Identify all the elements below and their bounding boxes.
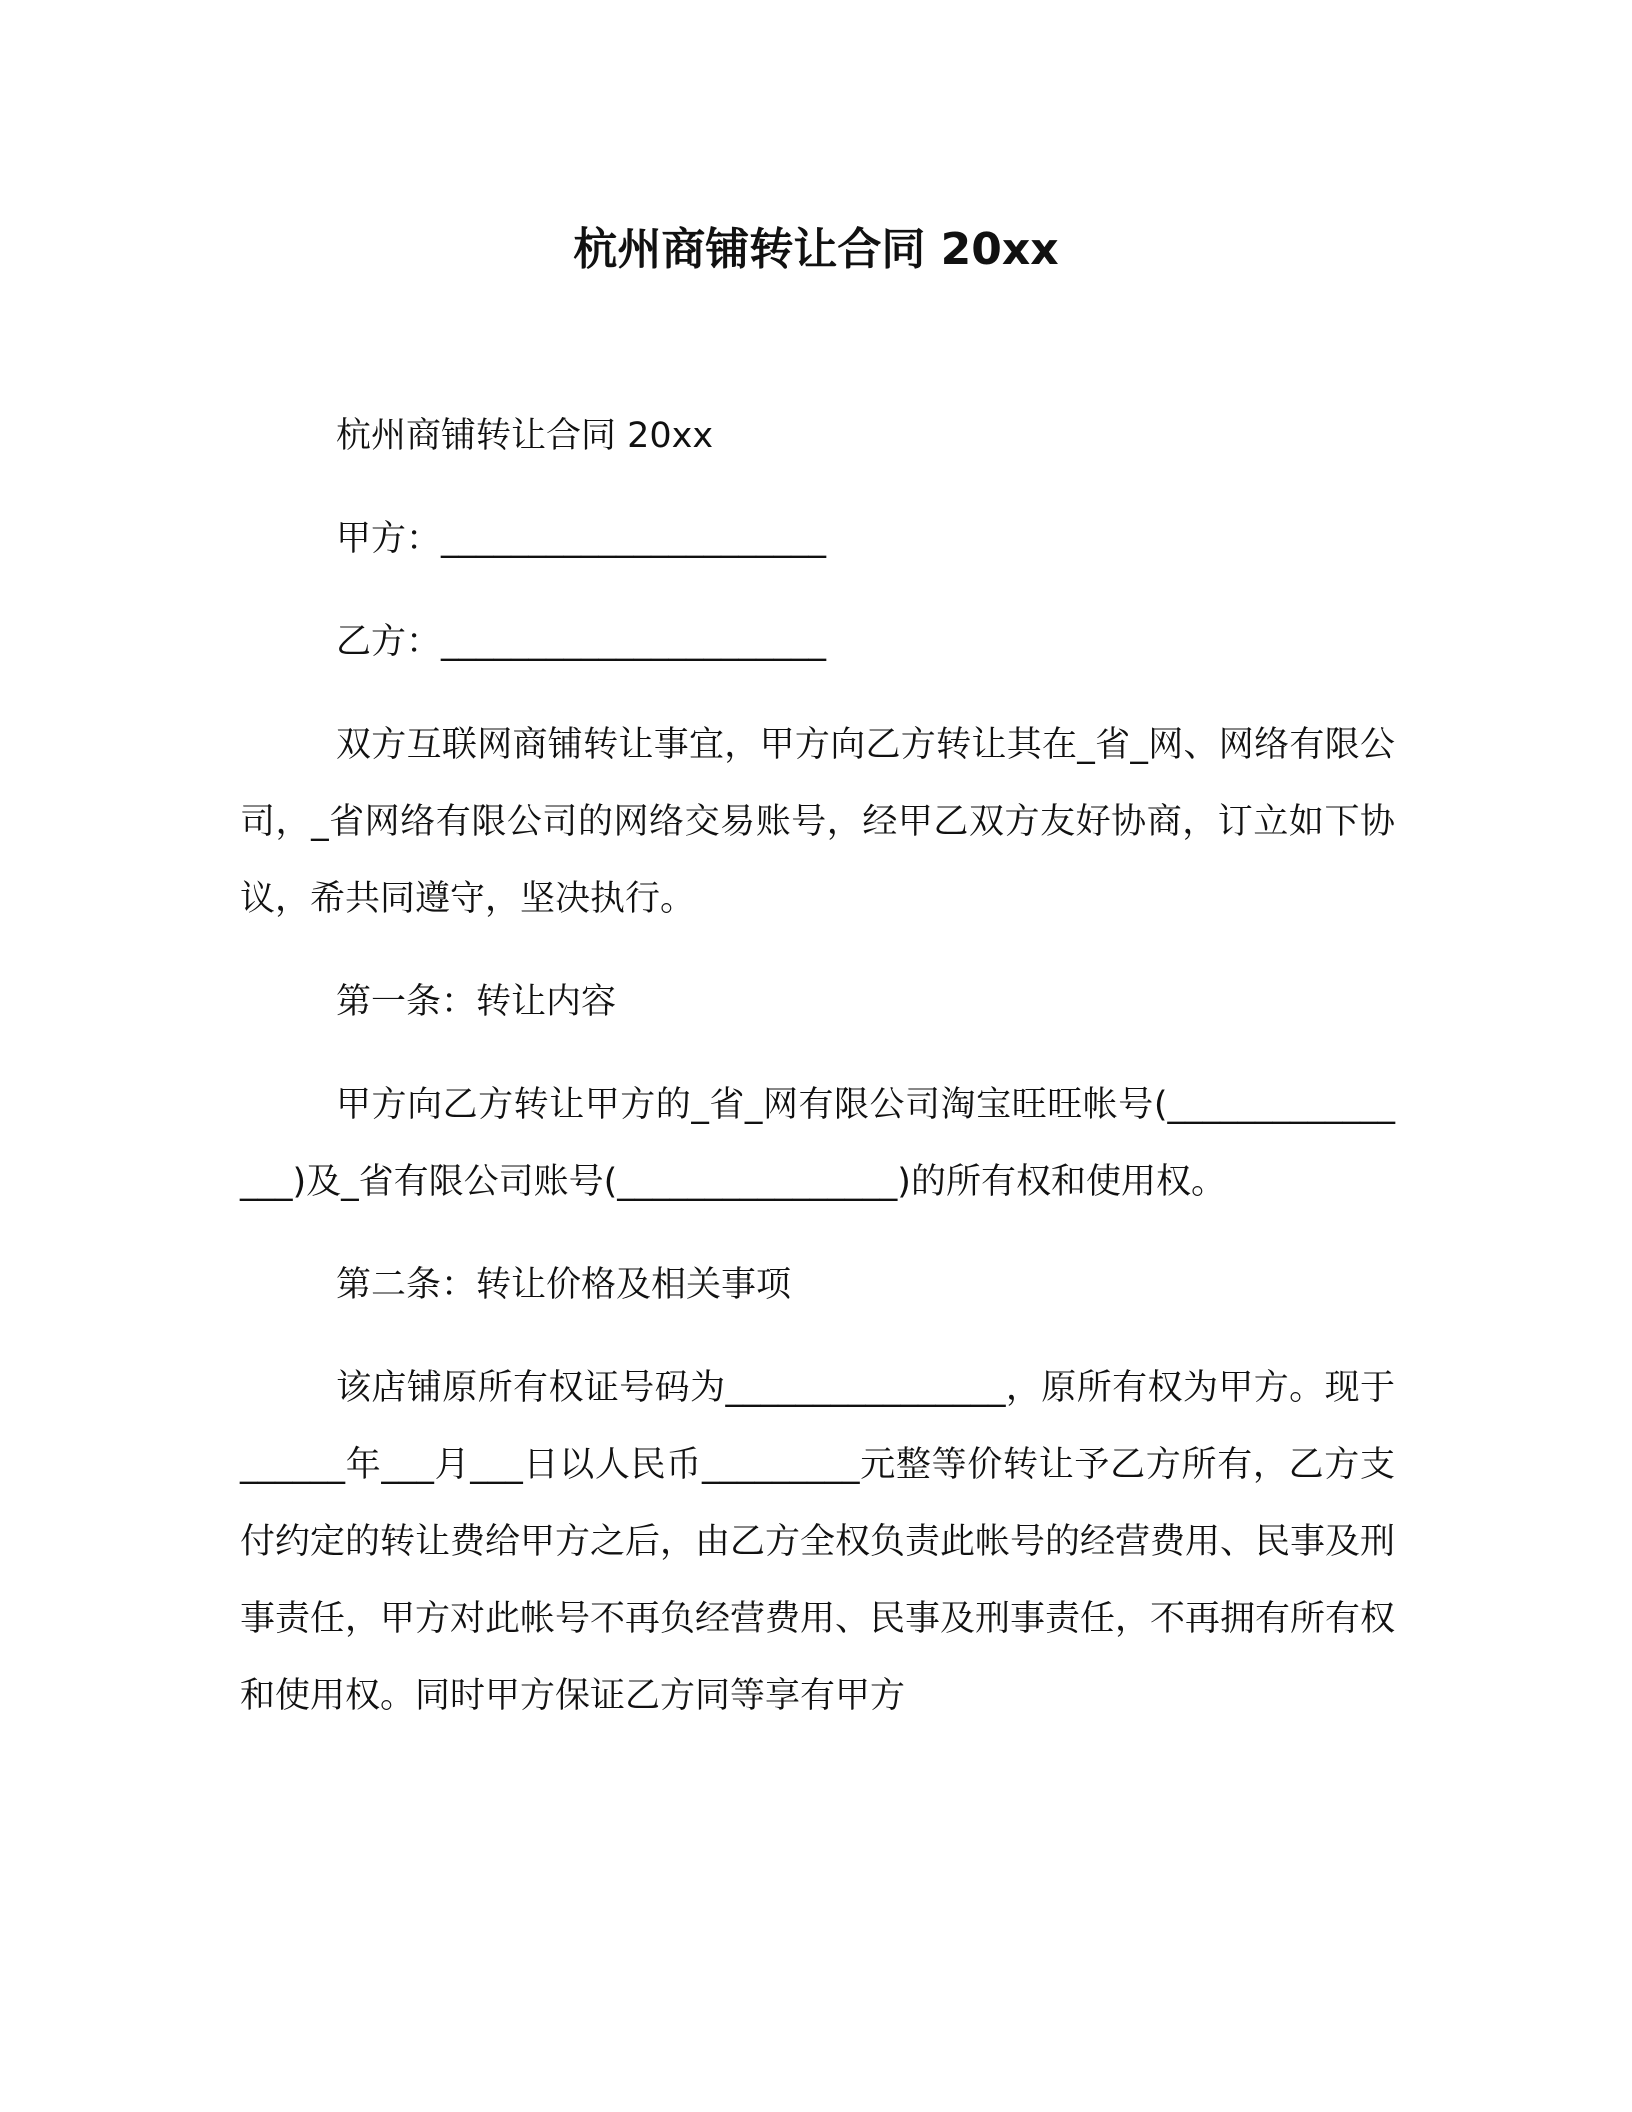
paragraph-article-1-heading: 第一条：转让内容	[336, 982, 617, 1022]
paragraph-article-2-heading: 第二条：转让价格及相关事项	[336, 1265, 792, 1305]
paragraph-article-2-body: 该店铺原所有权证号码为________________，原所有权为甲方。现于______年___月___日以人民币_________元整等价转让予乙方所有，乙方支付约定的转让费给甲方之后，由乙方全权负责此帐号的经营费用、民事及刑事责任，甲方对此帐号不再负经营费用、民事及刑事责任，不再拥有所有权和使用权。同时甲方保证乙方同等享有甲方	[240, 1368, 1396, 1716]
paragraph-party-a: 甲方：______________________	[336, 519, 827, 559]
document-body	[240, 398, 1395, 1761]
paragraph-preamble: 双方互联网商铺转让事宜，甲方向乙方转让其在_省_网、网络有限公司，_省网络有限公司的网络交易账号，经甲乙双方友好协商，订立如下协议，希共同遵守，坚决执行。	[240, 725, 1395, 919]
document-title: 杭州商铺转让合同 20xx	[573, 224, 1059, 275]
paragraph-subtitle: 杭州商铺转让合同 20xx	[336, 416, 714, 456]
paragraph-article-1-body: 甲方向乙方转让甲方的_省_网有限公司淘宝旺旺帐号(________________)及_省有限公司账号(________________)的所有权和使用权。	[240, 1085, 1395, 1202]
paragraph-party-b: 乙方：______________________	[336, 622, 827, 662]
